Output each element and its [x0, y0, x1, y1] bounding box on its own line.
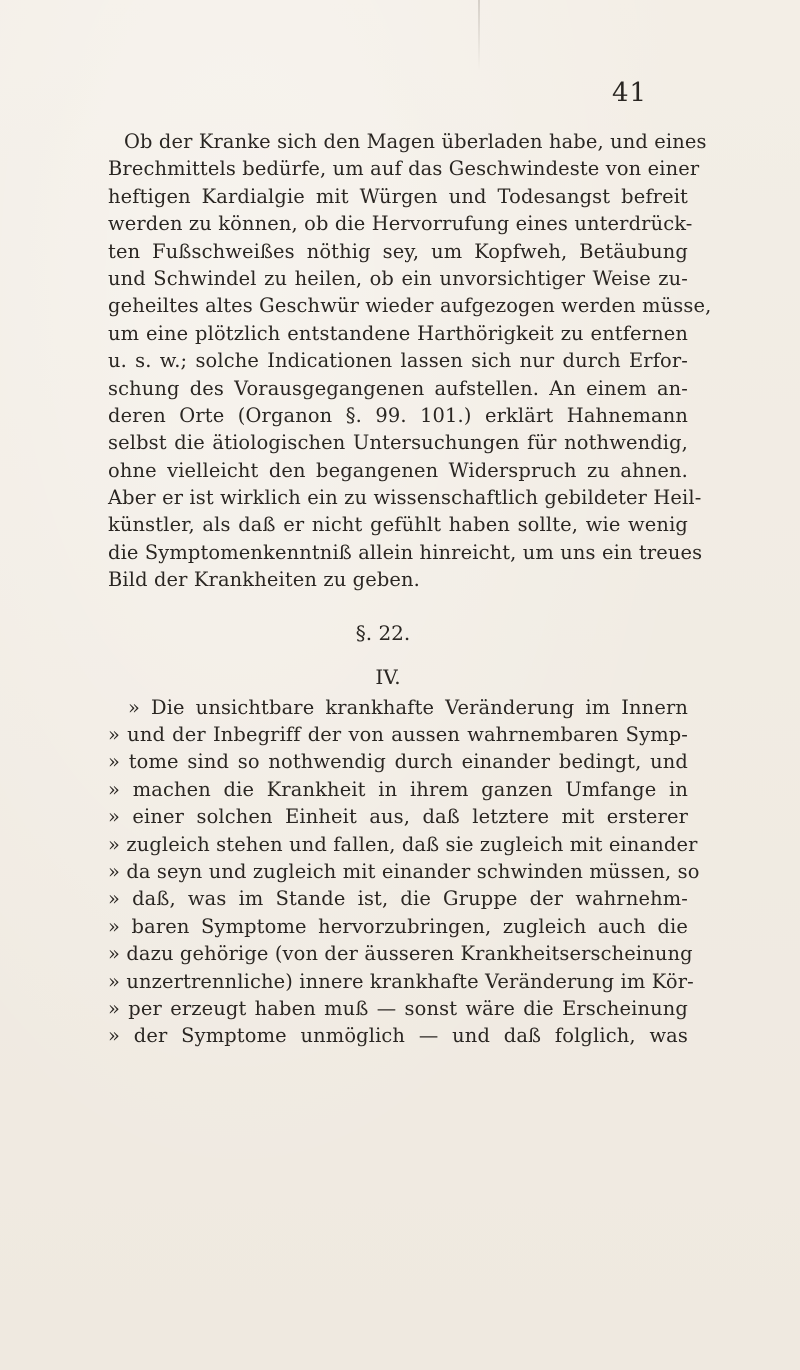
- text-line: geheiltes altes Geschwür wieder aufgezogen werden müsse,: [108, 294, 712, 318]
- quoted-passage: [108, 694, 700, 1050]
- text-line: die Symptomenkenntniß allein hinreicht, um uns ein treues: [108, 540, 703, 564]
- text-line: und Schwindel zu heilen, ob ein unvorsichtiger Weise zu-: [108, 266, 688, 290]
- text-line: ten Fußschweißes nöthig sey, um Kopfweh, Betäubung: [108, 239, 688, 263]
- text-line: um eine plötzlich entstandene Harthörigkeit zu entfernen: [108, 321, 688, 345]
- paragraph: [108, 128, 712, 594]
- page-number: 41: [612, 78, 648, 108]
- text-line: heftigen Kardialgie mit Würgen und Todesangst befreit: [108, 184, 688, 208]
- quote-line: » zugleich stehen und fallen, daß sie zugleich mit einander: [108, 832, 698, 856]
- quote-line: » tome sind so nothwendig durch einander bedingt, und: [108, 750, 688, 774]
- text-line: ohne vielleicht den begangenen Widerspruch zu ahnen.: [108, 458, 688, 482]
- text-line: selbst die ätiologischen Untersuchungen für nothwendig,: [108, 431, 688, 455]
- page-body: [108, 128, 712, 1050]
- quote-line: » da seyn und zugleich mit einander schwinden müssen, so: [108, 859, 700, 883]
- page-fold-mark: [478, 0, 480, 70]
- quote-line: » baren Symptome hervorzubringen, zugleich auch die: [108, 914, 688, 938]
- quote-line: » dazu gehörige (von der äusseren Krankheitserscheinung: [108, 942, 693, 966]
- quote-line: » daß, was im Stande ist, die Gruppe der wahrnehm-: [108, 887, 688, 911]
- text-line: schung des Vorausgegangenen aufstellen. An einem an-: [108, 376, 688, 400]
- section-heading: §. 22.: [355, 620, 411, 645]
- text-line: u. s. w.; solche Indicationen lassen sich nur durch Erfor-: [108, 349, 688, 373]
- text-line: Ob der Kranke sich den Magen überladen habe, und eines: [124, 130, 707, 153]
- quote-line: » und der Inbegriff der von aussen wahrnembaren Symp-: [108, 723, 688, 747]
- quote-line: » unzertrennliche) innere krankhafte Veränderung im Kör-: [108, 969, 694, 993]
- section-subheading: IV.: [375, 664, 401, 689]
- text-line: Bild der Krankheiten zu geben.: [108, 568, 420, 592]
- text-line: werden zu können, ob die Hervorrufung eines unterdrück-: [108, 212, 693, 236]
- text-line: künstler, als daß er nicht gefühlt haben sollte, wie wenig: [108, 513, 688, 537]
- quote-line: » der Symptome unmöglich — und daß folglich, was: [108, 1024, 688, 1048]
- quote-line: » einer solchen Einheit aus, daß letztere mit ersterer: [108, 805, 688, 829]
- quote-line: » Die unsichtbare krankhafte Veränderung im Innern: [128, 695, 688, 719]
- text-line: deren Orte (Organon §. 99. 101.) erklärt Hahnemann: [108, 403, 688, 427]
- quote-line: » machen die Krankheit in ihrem ganzen Umfange in: [108, 777, 688, 801]
- text-line: Brechmittels bedürfe, um auf das Geschwindeste von einer: [108, 157, 700, 181]
- text-line: Aber er ist wirklich ein zu wissenschaftlich gebildeter Heil-: [108, 486, 702, 510]
- quote-line: » per erzeugt haben muß — sonst wäre die Erscheinung: [108, 996, 688, 1020]
